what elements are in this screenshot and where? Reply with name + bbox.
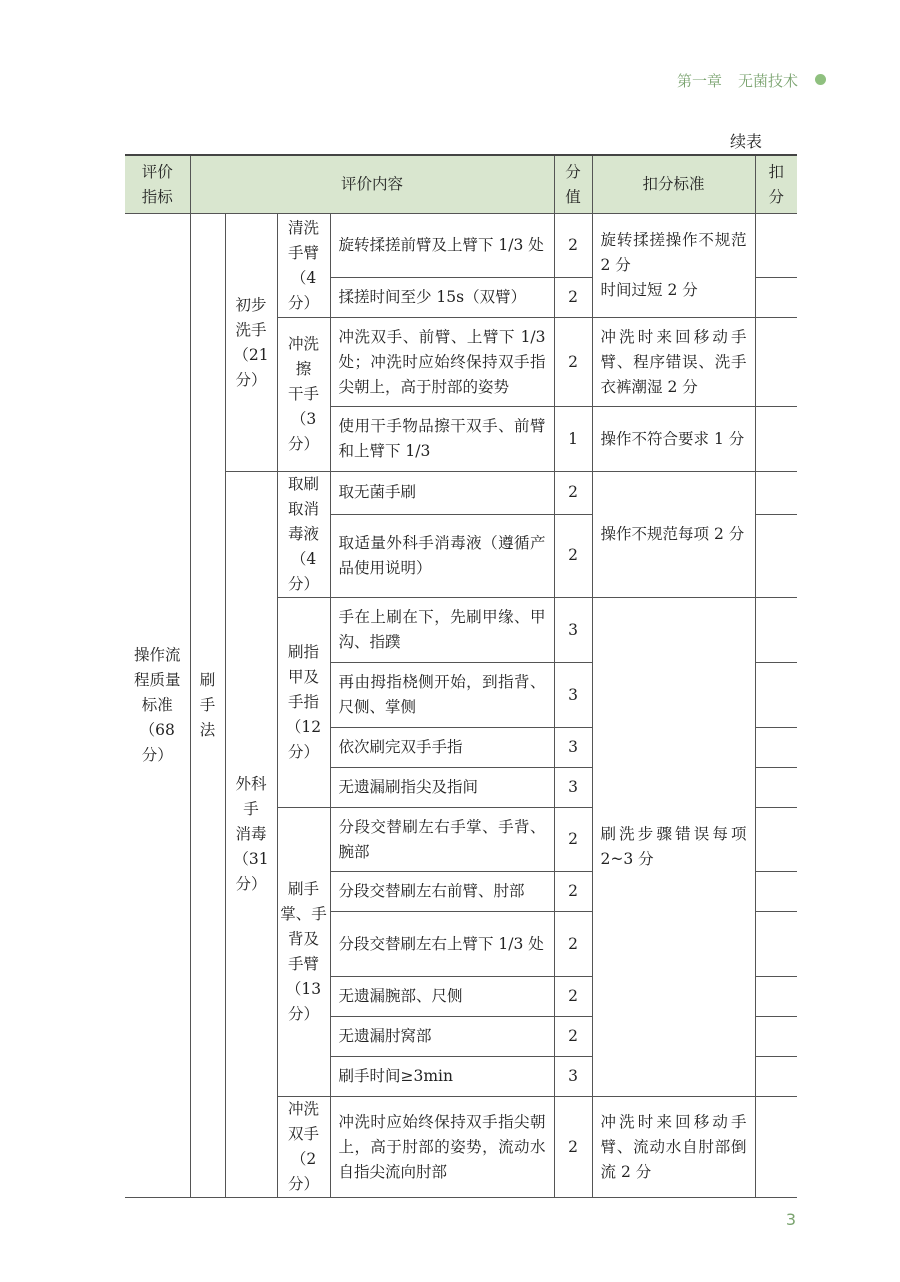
group-initial-wash: 初步 洗手 （21 分） [225, 214, 277, 472]
content-cell: 取适量外科手消毒液（遵循产品使用说明） [330, 514, 554, 597]
score-cell: 2 [554, 977, 592, 1017]
score-cell: 3 [554, 663, 592, 728]
content-cell: 旋转揉搓前臂及上臂下 1/3 处 [330, 214, 554, 278]
content-cell: 无遗漏腕部、尺侧 [330, 977, 554, 1017]
score-cell: 2 [554, 318, 592, 407]
content-cell: 使用干手物品擦干双手、前臂和上臂下 1/3 [330, 407, 554, 472]
sub-brush-palm-arm: 刷手 掌、手 背及 手臂 （13分） [277, 808, 330, 1097]
score-cell: 2 [554, 214, 592, 278]
deduct-blank [755, 472, 797, 515]
table-row [125, 472, 797, 515]
score-cell: 2 [554, 912, 592, 977]
deduction-cell: 冲洗时来回移动手臂、程序错误、洗手衣裤潮湿 2 分 [592, 318, 755, 407]
score-cell: 2 [554, 808, 592, 872]
score-cell: 3 [554, 768, 592, 808]
score-cell: 2 [554, 1017, 592, 1057]
continuation-label: 续表 [729, 132, 762, 151]
header-row [125, 155, 797, 214]
deduct-blank [755, 214, 797, 278]
content-cell: 取无菌手刷 [330, 472, 554, 515]
deduction-cell: 操作不规范每项 2 分 [592, 472, 755, 598]
score-cell: 2 [554, 514, 592, 597]
deduct-blank [755, 728, 797, 768]
deduction-cell: 旋转揉搓操作不规范 2 分 时间过短 2 分 [592, 214, 755, 318]
score-cell: 2 [554, 472, 592, 515]
running-header [677, 70, 798, 90]
content-cell: 手在上刷在下，先刷甲缘、甲沟、指蹼 [330, 598, 554, 663]
score-cell: 1 [554, 407, 592, 472]
sub-take-brush: 取刷 取消 毒液 （4 分） [277, 472, 330, 598]
deduct-blank [755, 808, 797, 872]
score-cell: 3 [554, 1057, 592, 1097]
content-cell: 再由拇指桡侧开始，到指背、尺侧、掌侧 [330, 663, 554, 728]
sub-brush-nails: 刷指 甲及 手指 （12分） [277, 598, 330, 808]
sub-wash-arms: 清洗 手臂 （4 分） [277, 214, 330, 318]
chapter-title: 无菌技术 [737, 71, 798, 90]
header-content: 评价内容 [190, 155, 554, 214]
content-cell: 冲洗双手、前臂、上臂下 1/3 处；冲洗时应始终保持双手指尖朝上，高于肘部的姿势 [330, 318, 554, 407]
deduct-blank [755, 598, 797, 663]
score-cell: 3 [554, 598, 592, 663]
indicator-cell: 操作流 程质量 标准 （68 分） [125, 214, 190, 1198]
chapter-label: 第一章 [676, 71, 722, 90]
deduction-cell: 操作不符合要求 1 分 [592, 407, 755, 472]
deduct-blank [755, 1057, 797, 1097]
deduct-blank [755, 912, 797, 977]
content-cell: 依次刷完双手手指 [330, 728, 554, 768]
deduct-blank [755, 872, 797, 912]
header-score: 分 值 [554, 155, 592, 214]
sub-rinse-dry: 冲洗 擦 干手 （3 分） [277, 318, 330, 472]
table-row [125, 214, 797, 278]
deduct-blank [755, 1017, 797, 1057]
evaluation-table [125, 154, 797, 1198]
content-cell: 揉搓时间至少 15s（双臂） [330, 278, 554, 318]
content-cell: 刷手时间≥3min [330, 1057, 554, 1097]
deduct-blank [755, 663, 797, 728]
deduct-blank [755, 1097, 797, 1198]
content-cell: 分段交替刷左右前臂、肘部 [330, 872, 554, 912]
deduct-blank [755, 768, 797, 808]
score-cell: 2 [554, 278, 592, 318]
header-deduction: 扣 分 [755, 155, 797, 214]
score-cell: 3 [554, 728, 592, 768]
deduction-cell: 刷洗步骤错误每项 2~3 分 [592, 598, 755, 1097]
page-number: 3 [785, 1210, 796, 1229]
content-cell: 分段交替刷左右手掌、手背、腕部 [330, 808, 554, 872]
header-indicator: 评价 指标 [125, 155, 190, 214]
content-cell: 分段交替刷左右上臂下 1/3 处 [330, 912, 554, 977]
deduct-blank [755, 514, 797, 597]
content-cell: 无遗漏肘窝部 [330, 1017, 554, 1057]
method-cell: 刷 手 法 [190, 214, 225, 1198]
score-cell: 2 [554, 1097, 592, 1198]
deduct-blank [755, 407, 797, 472]
deduct-blank [755, 318, 797, 407]
sub-rinse-hands: 冲洗 双手 （2 分） [277, 1097, 330, 1198]
deduct-blank [755, 977, 797, 1017]
score-cell: 2 [554, 872, 592, 912]
header-deduction-standard: 扣分标准 [592, 155, 755, 214]
group-surgical-disinfection: 外科 手 消毒 （31分） [225, 472, 277, 1198]
deduct-blank [755, 278, 797, 318]
bullet-dot-icon [815, 74, 826, 85]
content-cell: 冲洗时应始终保持双手指尖朝上，高于肘部的姿势，流动水自指尖流向肘部 [330, 1097, 554, 1198]
deduction-cell: 冲洗时来回移动手臂、流动水自肘部倒流 2 分 [592, 1097, 755, 1198]
content-cell: 无遗漏刷指尖及指间 [330, 768, 554, 808]
